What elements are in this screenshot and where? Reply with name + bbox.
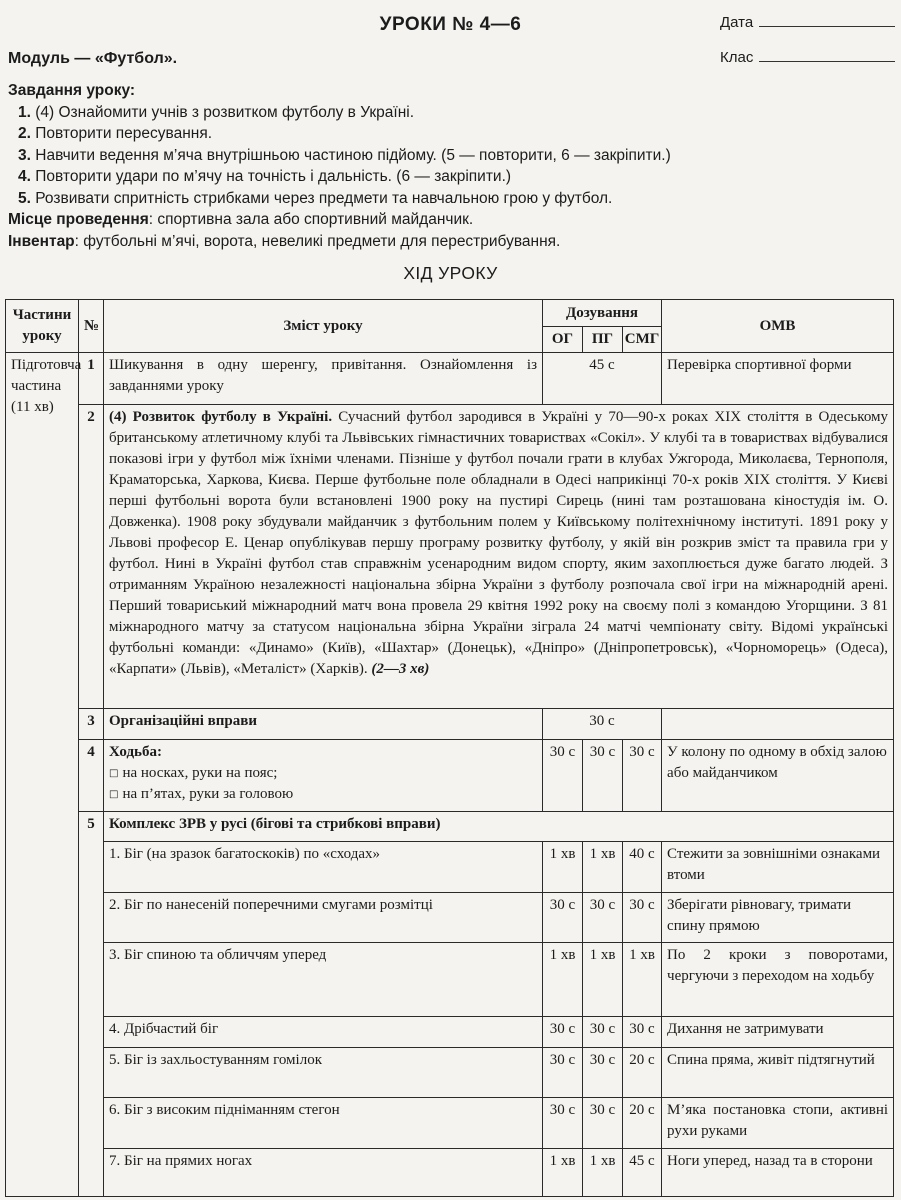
- subrow-note: Спина пряма, живіт підтягнутий: [662, 1048, 894, 1098]
- table-header-row: [6, 300, 894, 327]
- table-row: [6, 842, 894, 893]
- dose-pg: 1 хв: [583, 943, 623, 1017]
- date-label: Дата: [720, 14, 754, 31]
- table-row: [6, 1149, 894, 1197]
- row-note: [662, 709, 894, 740]
- task-2: 2. Повторити пересування.: [18, 125, 213, 142]
- part-cell: Підготовча частина (11 хв): [6, 353, 79, 1197]
- dose-pg: 30 с: [583, 1017, 623, 1048]
- table-row: [6, 893, 894, 943]
- dose-og: 30 с: [543, 893, 583, 943]
- subrow-note: Зберігати рівновагу, тримати спину прямою: [662, 893, 894, 943]
- table-row: [6, 405, 894, 709]
- table-row: [6, 812, 894, 842]
- dose-og: 1 хв: [543, 943, 583, 1017]
- table-row: [6, 1017, 894, 1048]
- subrow-content: 5. Біг із захльостуванням гомілок: [104, 1048, 543, 1098]
- dose-smg: 1 хв: [623, 943, 662, 1017]
- task-1: 1. (4) Ознайомити учнів з розвитком футболу в Україні.: [18, 103, 415, 121]
- header-dosage: Дозування: [543, 300, 662, 327]
- subrow-note: Стежити за зовнішніми ознаками втоми: [662, 842, 894, 893]
- table-row: [6, 740, 894, 812]
- date-line: [759, 14, 895, 27]
- subrow-note: По 2 кроки з поворотами, чергуючи з переходом на ходьбу: [662, 943, 894, 1017]
- list-item: □ на п’ятах, руки за головою: [109, 784, 537, 805]
- lesson-intro: [8, 80, 671, 252]
- table-row: [6, 1048, 894, 1098]
- row-num: 1: [79, 353, 104, 405]
- header-part: Частини уроку: [6, 300, 79, 353]
- header-content: Зміст уроку: [104, 300, 543, 353]
- task-3: 3. Навчити ведення м’яча внутрішньою частиною підйому. (5 — повторити, 6 — закріпити.): [18, 146, 671, 164]
- lesson-table: [5, 299, 894, 1197]
- subrow-content: 7. Біг на прямих ногах: [104, 1149, 543, 1197]
- task-5: 5. Розвивати спритність стрибками через предмети та навчальною грою у футбол.: [18, 189, 613, 207]
- dose-smg: 30 с: [623, 740, 662, 812]
- row-note: Перевірка спортивної форми: [662, 353, 894, 405]
- row-dose: 45 с: [543, 353, 662, 405]
- header-smg: СМГ: [623, 327, 662, 353]
- date-field: [720, 14, 895, 31]
- header-pg: ПГ: [583, 327, 623, 353]
- subrow-content: 2. Біг по нанесеній поперечними смугами розмітці: [104, 893, 543, 943]
- dose-smg: 20 с: [623, 1048, 662, 1098]
- dose-pg: 1 хв: [583, 1149, 623, 1197]
- subrow-note: Ноги уперед, назад та в сторони: [662, 1149, 894, 1197]
- subrow-content: 6. Біг з високим підніманням стегон: [104, 1098, 543, 1149]
- table-row: [6, 943, 894, 1017]
- subrow-note: М’яка постановка стопи, активні рухи руками: [662, 1098, 894, 1149]
- dose-pg: 30 с: [583, 893, 623, 943]
- dose-og: 30 с: [543, 740, 583, 812]
- dose-pg: 30 с: [583, 1098, 623, 1149]
- dose-pg: 30 с: [583, 740, 623, 812]
- dose-pg: 1 хв: [583, 842, 623, 893]
- list-item: □ на носках, руки на пояс;: [109, 763, 537, 784]
- dose-smg: 30 с: [623, 1017, 662, 1048]
- dose-pg: 30 с: [583, 1048, 623, 1098]
- row-num: 4: [79, 740, 104, 812]
- dose-og: 30 с: [543, 1048, 583, 1098]
- task-4: 4. Повторити удари по м’ячу на точність і дальність. (6 — закріпити.): [18, 168, 512, 185]
- dose-og: 30 с: [543, 1098, 583, 1149]
- row-dose: 30 с: [543, 709, 662, 740]
- row-content: Ходьба: □ на носках, руки на пояс; □ на п’ятах, руки за головою: [104, 740, 543, 812]
- dose-smg: 40 с: [623, 842, 662, 893]
- subrow-content: 1. Біг (на зразок багатоскоків) по «сходах»: [104, 842, 543, 893]
- row-num: 2: [79, 405, 104, 709]
- row-note: У колону по одному в обхід залою або майданчиком: [662, 740, 894, 812]
- subrow-note: Дихання не затримувати: [662, 1017, 894, 1048]
- equipment: Інвентар: футбольні м’ячі, ворота, невеликі предмети для перестрибування.: [8, 232, 561, 250]
- dose-og: 1 хв: [543, 1149, 583, 1197]
- subrow-content: 4. Дрібчастий біг: [104, 1017, 543, 1048]
- class-line: [759, 49, 895, 62]
- row-content: Шикування в одну шеренгу, привітання. Ознайомлення із завданнями уроку: [104, 353, 543, 405]
- dose-og: 30 с: [543, 1017, 583, 1048]
- page-title: УРОКИ № 4—6: [379, 14, 522, 35]
- lesson-flow-heading: ХІД УРОКУ: [403, 263, 498, 283]
- module-title: Модуль — «Футбол».: [8, 50, 178, 67]
- header-og: ОГ: [543, 327, 583, 353]
- header-num: №: [79, 300, 104, 353]
- table-row: [6, 1098, 894, 1149]
- football-history-text: (4) Розвиток футболу в Україні. Сучасний футбол зародився в Україні у 70—90-х роках XIX століття в Одеському британському атлетичному клубі та Львівських гімнастичних товариствах «Сокіл». У клубі та в товариствах відбувалися показові ігри у футбол між їхніми членами. Пізніше у футбол почали грати в клубах Ужгорода, Миколаєва, Тернополя, Краматорська, Харкова, Києва. Перше футбольне поле обладнали в Одесі наприкінці 70-х років XIX століття. У Києві перші футбольні ворота були встановлені 1900 року на пустирі Сирець (нині там розташована кіностудія ім. О. Довженка). 1908 року збудували майданчик з футбольним полем у Київському політехнічному інституті. 1891 року у Львові професор Е. Ценар опублікував першу програму розвитку футболу, у якій він розкрив зміст та правила гри у футбол. Нині в Україні футбол став справжнім усенародним видом спорту, яким захоплюється дуже багато людей. З отриманням Україною незалежності національна збірна України з футболу розпочала свої ігри на міжнародній арені. Перший товариський міжнародний матч вона провела 29 квітня 1992 року на своєму полі з командою Угорщини. З 81 міжнародного матчу за статусом національна збірна України зіграла 24 матчі чемпіонату світу. Відомі українські футбольні команди: «Динамо» (Київ), «Шахтар» (Донецьк), «Дніпро» (Дніпропетровськ), «Чорноморець» (Одеса), «Карпати» (Львів), «Металіст» (Харків). (2—3 хв): [104, 405, 894, 709]
- tasks-heading: Завдання уроку:: [8, 82, 136, 99]
- table-row: [6, 709, 894, 740]
- dose-smg: 30 с: [623, 893, 662, 943]
- header-omv: ОМВ: [662, 300, 894, 353]
- row-content: Комплекс ЗРВ у русі (бігові та стрибкові вправи): [104, 812, 894, 842]
- table-row: [6, 353, 894, 405]
- row-content: Організаційні вправи: [104, 709, 543, 740]
- class-field: [720, 49, 895, 66]
- dose-og: 1 хв: [543, 842, 583, 893]
- row-num: 5: [79, 812, 104, 1197]
- dose-smg: 20 с: [623, 1098, 662, 1149]
- dose-smg: 45 с: [623, 1149, 662, 1197]
- class-label: Клас: [720, 49, 754, 66]
- subrow-content: 3. Біг спиною та обличчям уперед: [104, 943, 543, 1017]
- row-num: 3: [79, 709, 104, 740]
- venue: Місце проведення: спортивна зала або спортивний майданчик.: [8, 211, 474, 228]
